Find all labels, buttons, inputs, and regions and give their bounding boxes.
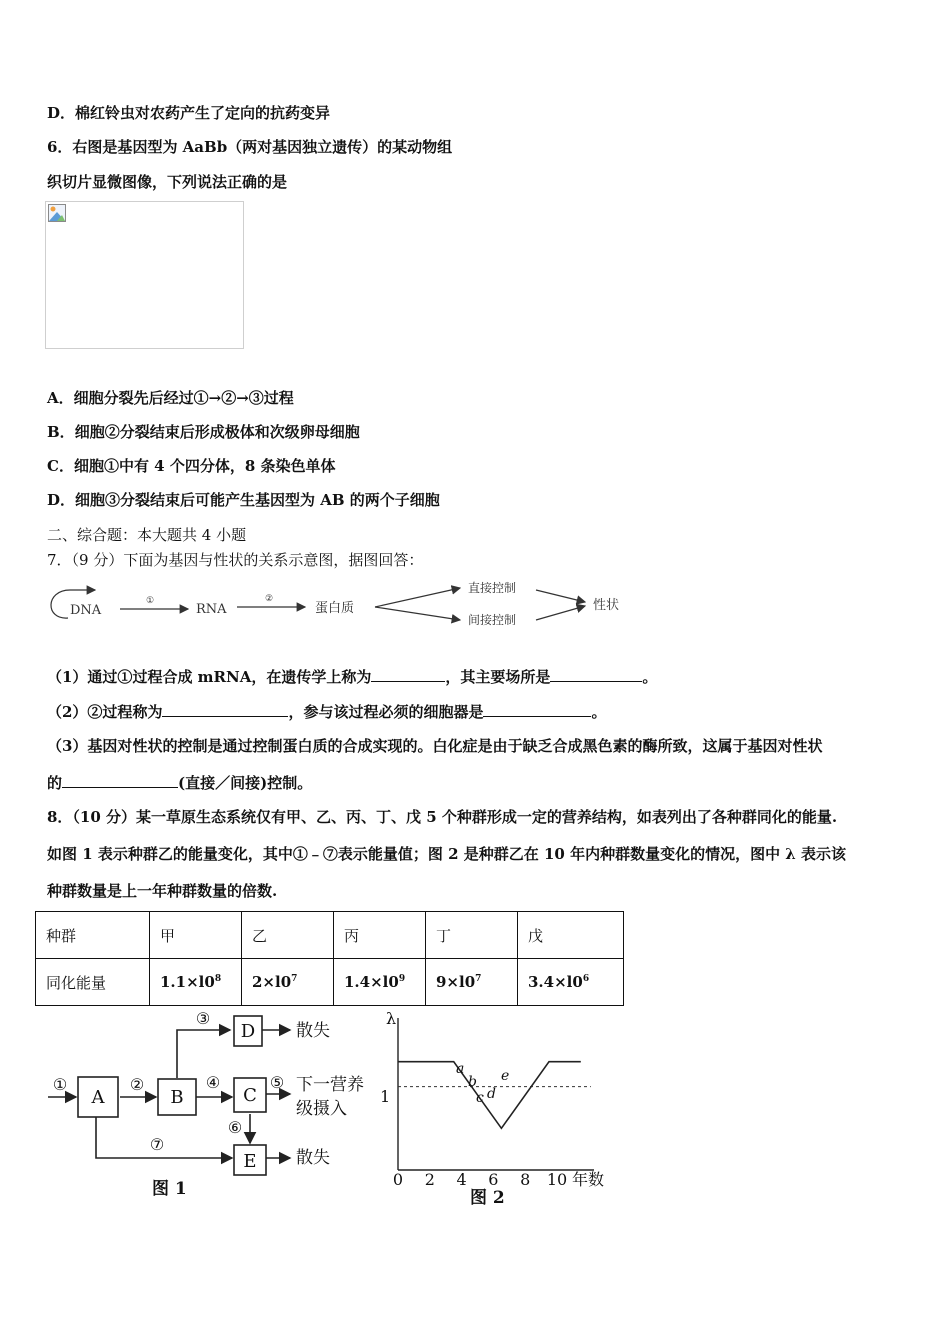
x-tick-label: 0: [392, 1170, 404, 1189]
table-cell: [334, 959, 426, 1006]
table-cell-exp: 6: [582, 974, 590, 984]
rna-label: RNA: [196, 602, 227, 617]
loss-d-label: 散失: [296, 1021, 330, 1041]
q7-sub1-text-b: ，其主要场所是: [445, 668, 551, 686]
q6-option-c-label: C．: [47, 457, 74, 475]
q7-answer-blank-4[interactable]: [483, 702, 591, 717]
next-level-label-1: 下一营养: [296, 1075, 364, 1095]
q7-answer-blank-2[interactable]: [550, 667, 642, 682]
q6-option-b-text: 细胞②分裂结束后形成极体和次级卵母细胞: [74, 423, 360, 441]
flow-1: ①: [52, 1075, 68, 1094]
q7-sub3-line1: （3）基因对性状的控制是通过控制蛋白质的合成实现的。白化症是由于缺乏合成黑色素的酶所致，这属于基因对性状: [47, 737, 823, 755]
point-e-label: e: [501, 1068, 510, 1084]
table-cell: [150, 959, 242, 1006]
direct-control-label: 直接控制: [468, 581, 517, 595]
q5-option-d-label: D．: [47, 104, 76, 122]
q7-sub1-text-a: （1）通过①过程合成 mRNA，在遗传学上称为: [47, 668, 372, 686]
point-a-label: a: [456, 1061, 465, 1077]
table-cell-base: 2×l0: [252, 973, 292, 991]
q6-stem-line1: 6．右图是基因型为 AaBb（两对基因独立遗传）的某动物组: [47, 138, 453, 156]
dna-label: DNA: [70, 603, 102, 618]
arrow-protein-direct: [375, 588, 460, 607]
q7-sub3-text-b: (直接／间接)控制。: [178, 774, 313, 792]
table-cell: [426, 959, 518, 1006]
energy-flow-figure: [40, 1010, 380, 1205]
q6-option-b: [47, 421, 360, 442]
gene-trait-diagram: [40, 578, 640, 633]
trait-label: 性状: [593, 598, 620, 613]
q7-answer-blank-5[interactable]: [62, 773, 178, 788]
node-b: B: [170, 1087, 184, 1108]
q5-option-d: [47, 102, 330, 123]
q6-option-d-label: D．: [47, 491, 76, 509]
table-cell-exp: 7: [475, 974, 482, 984]
table-header-cell: 乙: [242, 912, 334, 959]
q7-sub1: [47, 666, 657, 687]
arrow-indirect-trait: [536, 606, 585, 620]
lambda-chart: [380, 1010, 610, 1210]
q6-option-d: [47, 489, 440, 510]
q6-stem-line2: 织切片显微图像，下列说法正确的是: [47, 173, 288, 191]
arrow-direct-trait: [536, 590, 585, 602]
flow-4: ④: [205, 1073, 221, 1092]
x-tick-label: 10: [546, 1170, 568, 1189]
table-cell: [518, 959, 624, 1006]
flow-6: ⑥: [227, 1118, 243, 1137]
loss-e-label: 散失: [296, 1148, 330, 1168]
flow-3: ③: [195, 1010, 211, 1028]
node-e: E: [243, 1151, 257, 1172]
table-cell-base: 3.4×l0: [528, 973, 583, 991]
y-axis-label: λ: [386, 1010, 397, 1028]
table-header-cell: 丙: [334, 912, 426, 959]
q7-sub3-text-a: 的: [47, 774, 63, 792]
flow-7: ⑦: [149, 1135, 165, 1154]
table-header-cell: 种群: [36, 912, 150, 959]
x-axis-label: 年数: [572, 1170, 605, 1189]
broken-image-placeholder: [45, 201, 244, 349]
q8-stem-line1: 8．（10 分）某一草原生态系统仅有甲、乙、丙、丁、戊 5 个种群形成一定的营养结构，如表列出了各种群同化的能量.: [47, 808, 838, 826]
fig1-caption: 图 1: [152, 1179, 187, 1199]
table-row: [36, 959, 624, 1006]
node-a: A: [91, 1087, 105, 1108]
step1-label: ①: [146, 596, 155, 606]
q8-stem-line3: 种群数量是上一年种群数量的倍数.: [47, 882, 278, 900]
protein-label: 蛋白质: [315, 601, 355, 616]
q7-stem: 7．（9 分）下面为基因与性状的关系示意图，据图回答：: [47, 551, 424, 569]
flow-2: ②: [129, 1075, 145, 1094]
q5-option-d-text: 棉红铃虫对农药产生了定向的抗药变异: [75, 104, 331, 122]
node-d: D: [240, 1021, 256, 1042]
x-tick-label: 8: [520, 1170, 531, 1189]
step2-label: ②: [265, 594, 274, 604]
point-d-label: d: [487, 1086, 496, 1102]
q6-option-d-text: 细胞③分裂结束后可能产生基因型为 AB 的两个子细胞: [75, 491, 440, 509]
q7-sub2-text-b: ，参与该过程必须的细胞器是: [288, 703, 484, 721]
table-header-cell: 丁: [426, 912, 518, 959]
x-tick-label: 2: [424, 1170, 435, 1189]
x-tick-label: 4: [456, 1170, 467, 1189]
indirect-control-label: 间接控制: [468, 613, 517, 627]
table-cell-exp: 8: [214, 974, 222, 984]
broken-image-icon: [48, 204, 66, 222]
arrow-protein-indirect: [375, 607, 460, 620]
next-level-label-2: 级摄入: [296, 1099, 347, 1119]
q7-sub3-line2: [47, 772, 312, 793]
q6-option-c-text: 细胞①中有 4 个四分体，8 条染色单体: [73, 457, 336, 475]
table-cell: [242, 959, 334, 1006]
q6-option-a: [47, 387, 294, 408]
q6-option-a-label: A．: [47, 389, 74, 407]
node-c: C: [243, 1085, 257, 1106]
table-cell-exp: 7: [291, 974, 298, 984]
q6-option-a-text: 细胞分裂先后经过①→②→③过程: [73, 389, 294, 407]
q8-stem-line2: 如图 1 表示种群乙的能量变化，其中①﹣⑦表示能量值；图 2 是种群乙在 10 年内种群数量变化的情况，图中 λ 表示该: [47, 845, 847, 863]
q6-option-c: [47, 455, 336, 476]
table-header-cell: 戊: [518, 912, 624, 959]
q7-sub1-text-c: 。: [642, 668, 658, 686]
table-cell-base: 9×l0: [436, 973, 476, 991]
x-tick-label: 6: [488, 1170, 499, 1189]
fig2-caption: 图 2: [470, 1188, 505, 1208]
point-c-label: c: [476, 1090, 484, 1106]
q7-answer-blank-1[interactable]: [371, 667, 445, 682]
q6-option-b-label: B．: [47, 423, 75, 441]
point-b-label: b: [468, 1074, 477, 1090]
table-cell-base: 1.4×l0: [344, 973, 399, 991]
energy-table: [35, 911, 624, 1006]
flow-5: ⑤: [269, 1073, 285, 1092]
q7-answer-blank-3[interactable]: [162, 702, 288, 717]
table-cell-base: 1.1×l0: [160, 973, 215, 991]
q7-sub2: [47, 701, 606, 722]
q7-sub2-text-a: （2）②过程称为: [47, 703, 163, 721]
table-row-label: 同化能量: [36, 959, 150, 1006]
table-header-row: [36, 912, 624, 959]
y-ref-label: 1: [380, 1087, 391, 1106]
q7-sub2-text-c: 。: [591, 703, 607, 721]
table-cell-exp: 9: [398, 974, 406, 984]
section2-heading: 二、综合题：本大题共 4 小题: [47, 526, 247, 544]
table-header-cell: 甲: [150, 912, 242, 959]
